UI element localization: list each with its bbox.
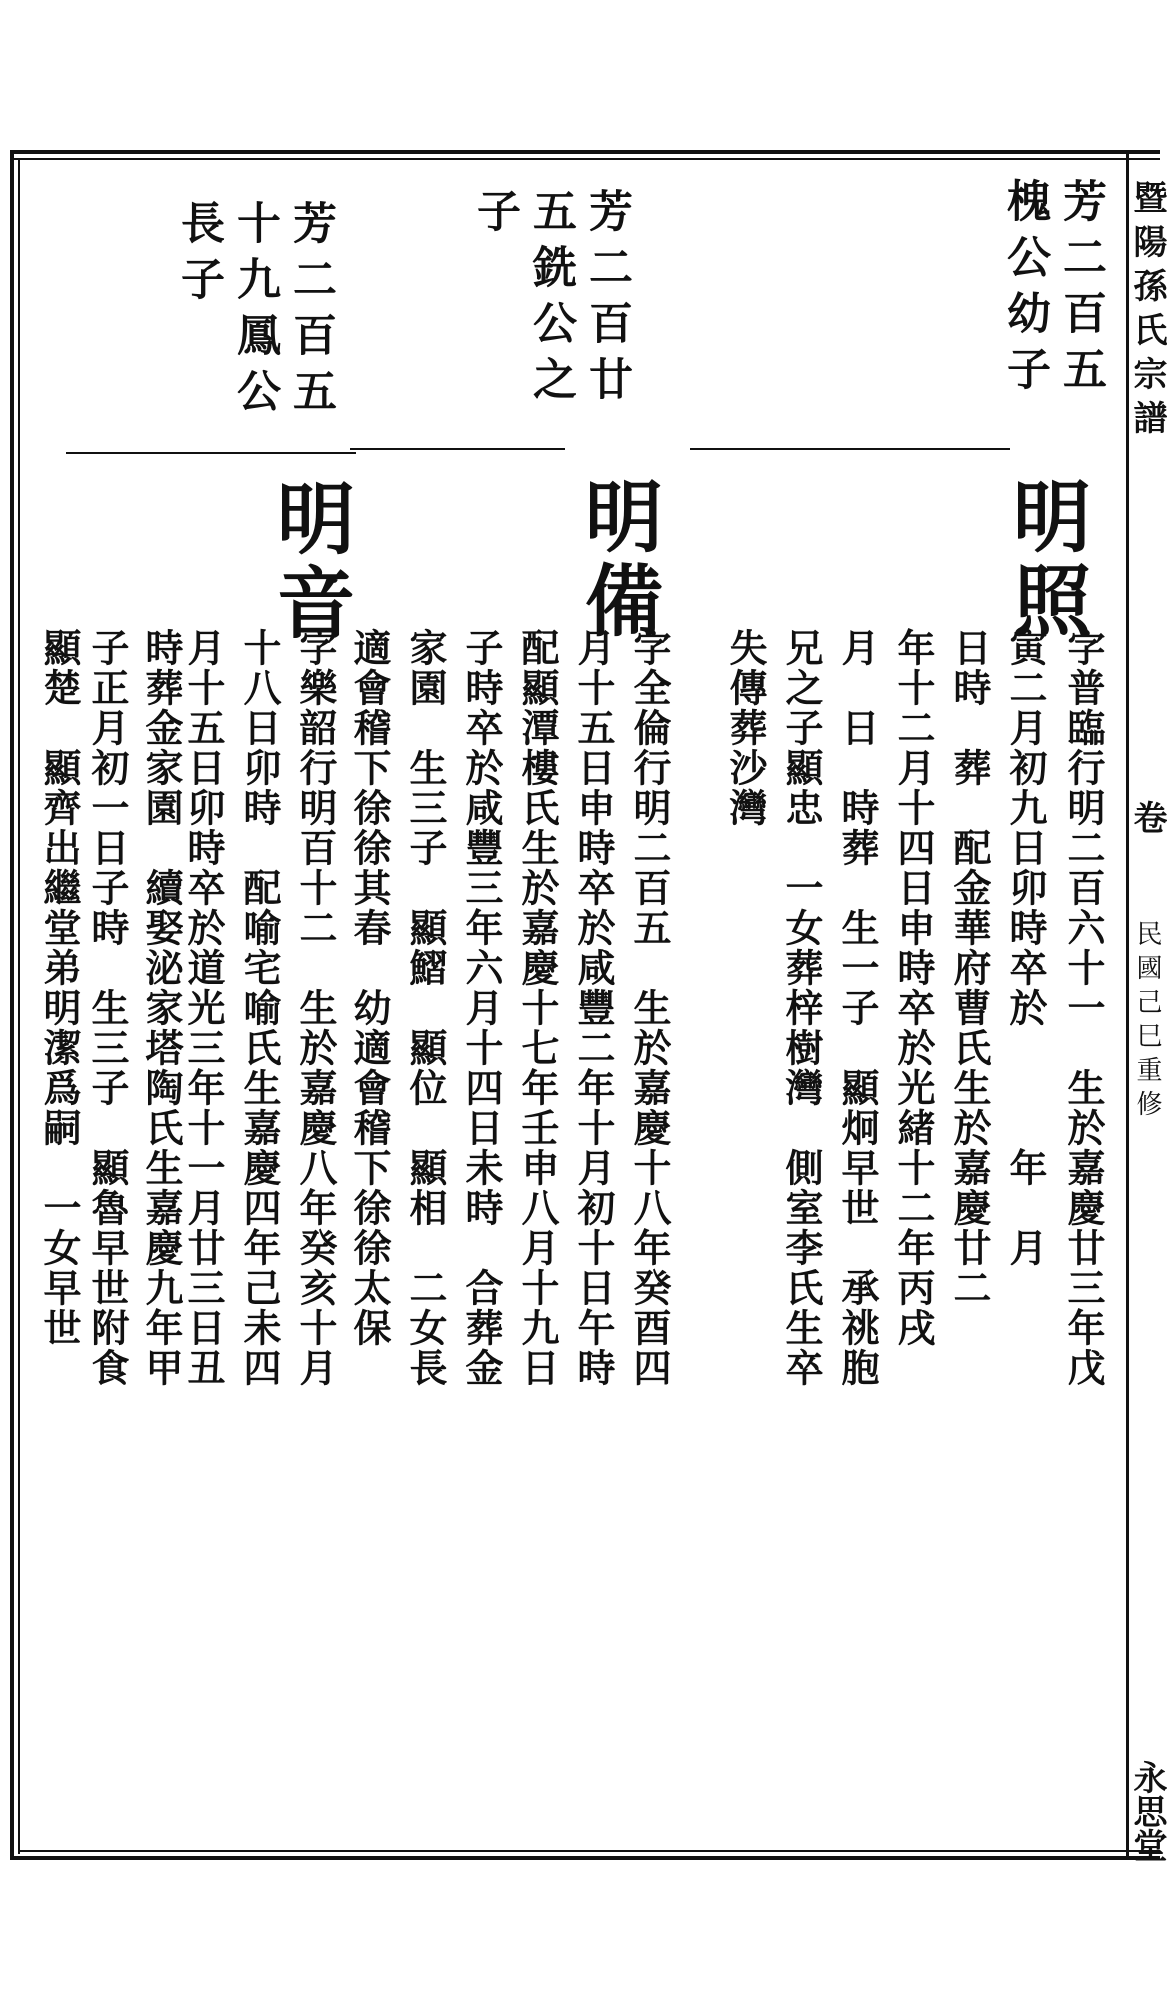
- detail-line: 顯楚 顯齊出繼堂弟明潔爲嗣 一女早世: [37, 628, 82, 1348]
- detail-line: 字全倫行明二百五 生於嘉慶十八年癸酉四: [627, 628, 672, 1388]
- detail-line: 寅二月初九日卯時卒於 年 月: [1003, 628, 1048, 1268]
- separator-line-2: [350, 448, 565, 450]
- detail-line: 兄之子顯忠 一女葬梓樹灣 側室李氏生卒: [779, 628, 824, 1388]
- lineage-text: 槐公幼子: [999, 178, 1050, 402]
- lineage-text: 芳二百五: [1055, 178, 1106, 402]
- separator-line-1: [690, 448, 1010, 450]
- person-name: 明照: [1000, 476, 1091, 644]
- detail-line: 失傳葬沙灣: [723, 628, 768, 828]
- separator-line-3: [66, 452, 356, 454]
- hall-name: 永思堂: [1127, 1760, 1167, 1862]
- detail-line: 字樂韶行明百十二 生於嘉慶八年癸亥十月: [293, 628, 338, 1388]
- volume-label: 卷: [1127, 800, 1167, 834]
- left-border-inner: [18, 158, 20, 1854]
- lineage-text: 長子: [173, 200, 224, 312]
- detail-line: 配顯潭樓氏生於嘉慶十七年壬申八月十九日: [515, 628, 560, 1388]
- lineage-text: 子: [469, 188, 520, 244]
- top-border-outer: [10, 150, 1160, 154]
- journal-title: 暨陽孫氏宗譜: [1127, 180, 1167, 444]
- detail-line: 子時卒於咸豐三年六月十四日未時 合葬金: [459, 628, 504, 1388]
- person-name: 明備: [572, 476, 663, 644]
- person-name: 明音: [264, 478, 355, 646]
- detail-line: 月 日 時葬 生一子 顯炯早世 承祧胞: [835, 628, 880, 1388]
- detail-line: 日時 葬 配金華府曹氏生於嘉慶廿二: [947, 628, 992, 1308]
- lineage-text: 芳二百五: [285, 200, 336, 424]
- top-border-inner: [10, 158, 1160, 160]
- detail-line: 適會稽下徐徐其春 幼適會稽下徐徐太保: [347, 628, 392, 1348]
- detail-line: 月十五日申時卒於咸豐二年十月初十日午時: [571, 628, 616, 1388]
- detail-line: 家園 生三子 顯鰼 顯位 顯相 二女長: [403, 628, 448, 1388]
- lineage-text: 芳二百廿: [581, 188, 632, 412]
- lineage-text: 十九鳳公: [229, 200, 280, 424]
- detail-line: 十八日卯時 配喻宅喻氏生嘉慶四年己未四: [237, 628, 282, 1388]
- left-border-outer: [10, 150, 14, 1860]
- bottom-border-outer: [10, 1856, 1160, 1860]
- detail-line: 年十二月十四日申時卒於光緒十二年丙戌: [891, 628, 936, 1348]
- lineage-text: 五銑公之: [525, 188, 576, 412]
- detail-line: 時葬金家園 續娶泌家塔陶氏生嘉慶九年甲: [139, 628, 184, 1388]
- detail-line: 子正月初一日子時 生三子 顯魯早世附食: [85, 628, 130, 1388]
- bottom-border-inner: [18, 1850, 1160, 1852]
- detail-line: 字普臨行明二百六十一 生於嘉慶廿三年戊: [1061, 628, 1106, 1388]
- detail-line: 月十五日卯時卒於道光三年十一月廿三日丑: [181, 628, 226, 1388]
- header-band: [1127, 160, 1167, 1862]
- edition-note: 民國己巳重修: [1132, 920, 1162, 1124]
